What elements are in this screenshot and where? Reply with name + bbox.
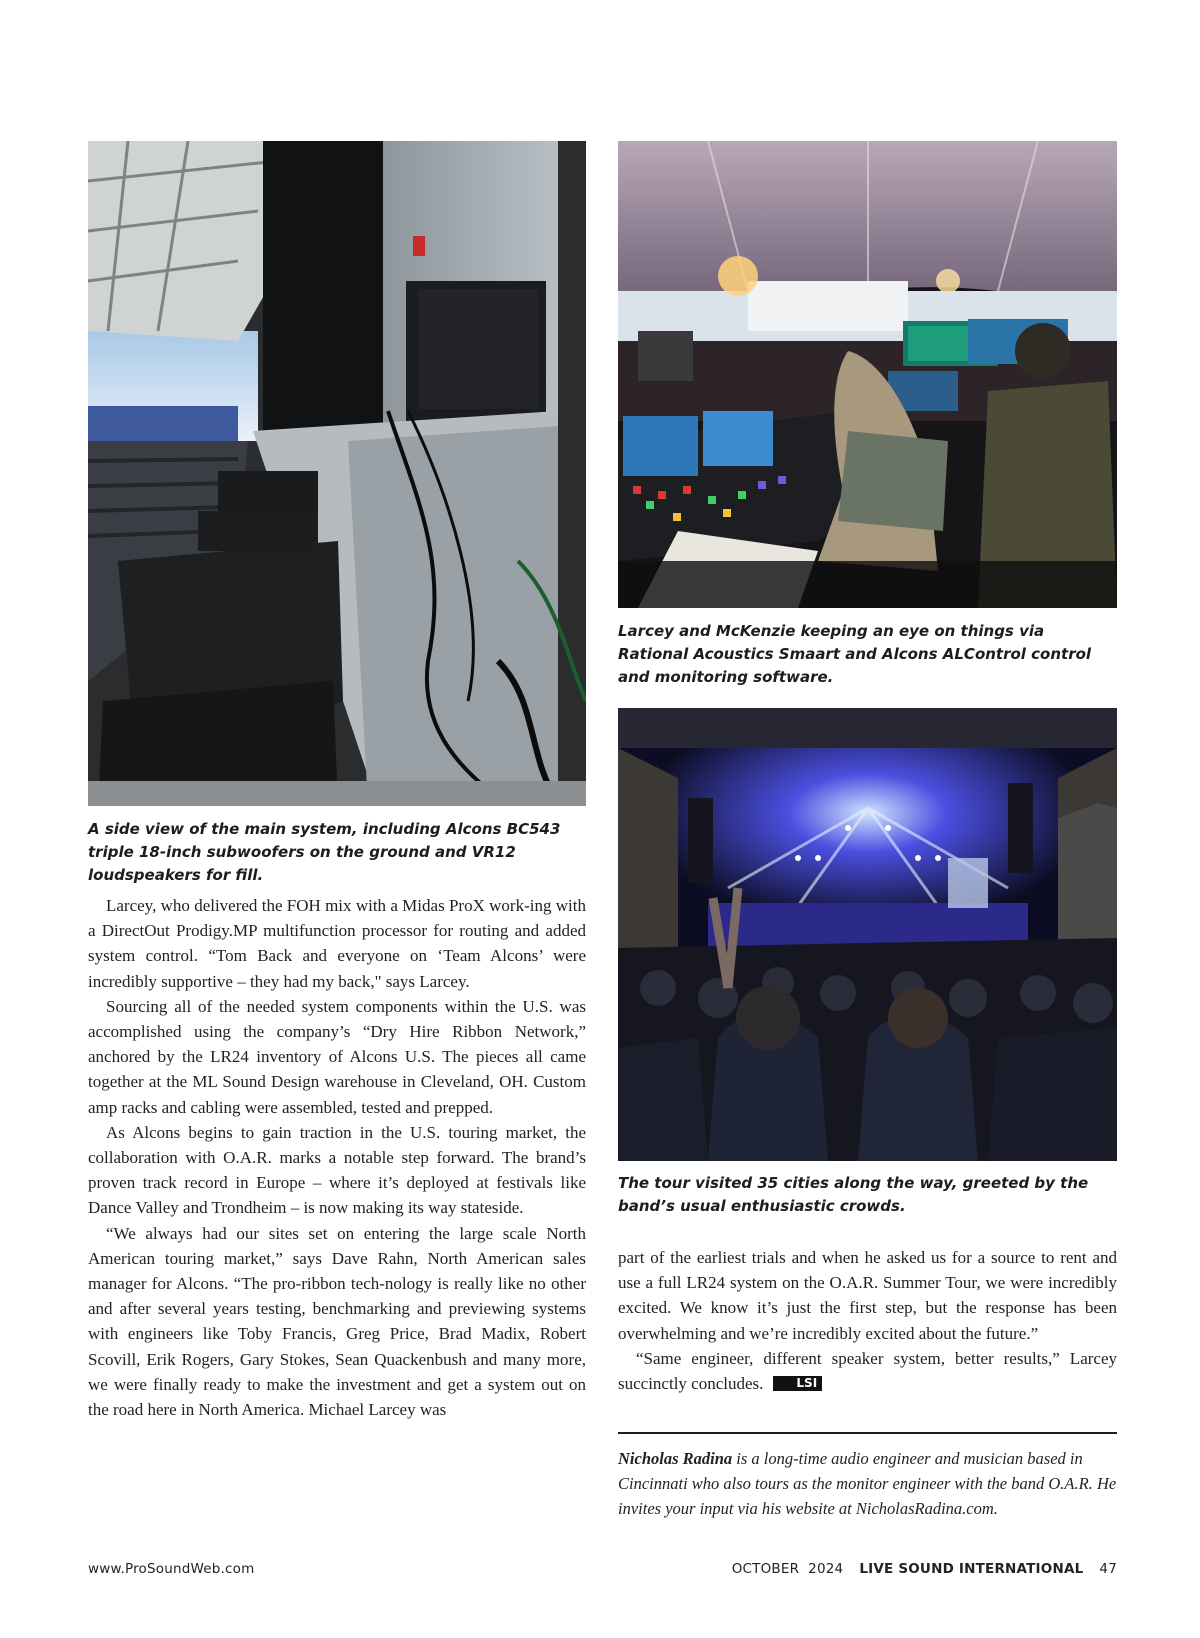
footer-issue-date: OCTOBER 2024 bbox=[731, 1561, 844, 1577]
footer-page-number: 47 bbox=[1099, 1561, 1117, 1577]
article-paragraph: Larcey, who delivered the FOH mix with a Midas ProX work-ing with a DirectOut Prodigy.MP multifunction processor for routing and added system control. “Tom Back and everyone on ‘Team Alcons’ were incredibly supportive – they had my back," says Larcey. bbox=[88, 896, 586, 991]
article-column-left bbox=[88, 893, 586, 1422]
foh-console-photo bbox=[618, 141, 1117, 608]
subwoofer-photo bbox=[88, 141, 586, 806]
bio-divider bbox=[618, 1432, 1117, 1434]
author-bio-text: is a long-time audio engineer and musician based in Cincinnati who also tours as the monitor engineer with the band O.A.R. He invites your input via his website at NicholasRadina.com. bbox=[618, 1449, 1117, 1518]
author-bio bbox=[618, 1446, 1117, 1521]
photo-caption-subwoofers: A side view of the main system, including Alcons BC543 triple 18-inch subwoofers on the ground and VR12 loudspeakers for fill. bbox=[88, 820, 561, 884]
footer-website: www.ProSoundWeb.com bbox=[88, 1561, 255, 1577]
article-paragraph: part of the earliest trials and when he asked us for a source to rent and use a full LR24 system on the O.A.R. Summer Tour, we were incredibly excited. We know it’s just the first step, but the response has been overwhelming and we’re incredibly excited about the future.” bbox=[618, 1248, 1117, 1343]
subwoofer-stage-photo-icon bbox=[88, 141, 586, 806]
footer-magazine-name: LIVE SOUND INTERNATIONAL bbox=[859, 1561, 1084, 1577]
photo-caption-console: Larcey and McKenzie keeping an eye on things via Rational Acoustics Smaart and Alcons ALControl control and monitoring software. bbox=[618, 622, 1092, 686]
concert-crowd-photo-icon bbox=[618, 708, 1117, 1161]
article-paragraph: As Alcons begins to gain traction in the U.S. touring market, the collaboration with O.A.R. marks a notable step forward. The brand’s proven track record in Europe – where it’s deployed at festivals like Dance Valley and Trondheim – is now making its way stateside. bbox=[88, 1122, 586, 1218]
stage-crowd-photo bbox=[618, 708, 1117, 1161]
footer-folio bbox=[732, 1561, 1117, 1577]
foh-console-photo-icon bbox=[618, 141, 1117, 608]
article-paragraph: “We always had our sites set on entering the large scale North American touring market,” says Dave Rahn, North American sales manager for Alcons. “The pro-ribbon tech-nology is really like no other and after several years testing, benchmarking and previewing systems with engineers like Toby Francis, Greg Price, Brad Madix, Robert Scovill, Erik Rogers, Gary Stokes, Sean Quackenbush and many more, we were finally ready to make the investment and get a system out on the road here in North America. Michael Larcey was bbox=[88, 1223, 586, 1420]
article-closing-text: “Same engineer, different speaker system, better results,” Larcey succinctly concludes. bbox=[618, 1348, 1117, 1394]
author-name: Nicholas Radina bbox=[618, 1449, 733, 1468]
article-column-right bbox=[618, 1245, 1117, 1396]
article-closing-paragraph bbox=[618, 1346, 1117, 1396]
lsi-end-mark: LSI bbox=[773, 1376, 822, 1391]
photo-caption-crowd: The tour visited 35 cities along the way, greeted by the band’s usual enthusiastic crowds. bbox=[618, 1174, 1089, 1215]
article-paragraph: Sourcing all of the needed system components within the U.S. was accomplished using the company’s “Dry Hire Ribbon Network,” anchored by the LR24 inventory of Alcons U.S. The pieces all came together at the ML Sound Design warehouse in Cleveland, OH. Custom amp racks and cabling were assembled, tested and prepped. bbox=[88, 996, 586, 1117]
